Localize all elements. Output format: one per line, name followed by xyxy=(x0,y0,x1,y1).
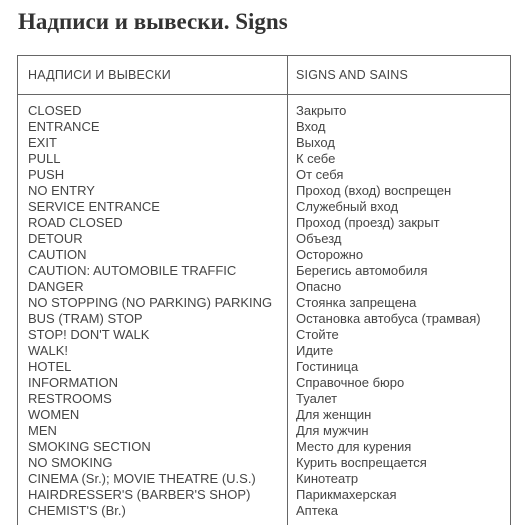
sign-english: HAIRDRESSER'S (BARBER'S SHOP) xyxy=(28,487,251,502)
sign-russian: От себя xyxy=(296,167,344,182)
sign-russian: Для мужчин xyxy=(296,423,369,438)
sign-english: CINEMA (Sr.); MOVIE THEATRE (U.S.) xyxy=(28,471,256,486)
sign-russian: Для женщин xyxy=(296,407,372,422)
sign-english: CAUTION xyxy=(28,247,87,262)
sign-english: DANGER xyxy=(28,279,84,294)
sign-english: DETOUR xyxy=(28,231,83,246)
sign-english: PUSH xyxy=(28,167,65,182)
table-row xyxy=(18,183,510,199)
sign-english: PULL xyxy=(28,151,61,166)
table-row xyxy=(18,199,510,215)
sign-russian: Опасно xyxy=(296,279,342,294)
table-row xyxy=(18,263,510,279)
table-row xyxy=(18,359,510,375)
page-title: Надписи и вывески. Signs xyxy=(18,9,288,34)
sign-english: NO ENTRY xyxy=(28,183,95,198)
sign-english: SMOKING SECTION xyxy=(28,439,151,454)
sign-russian: Место для курения xyxy=(296,439,412,454)
sign-russian: Стойте xyxy=(296,327,339,342)
table-row xyxy=(18,103,510,119)
sign-english: INFORMATION xyxy=(28,375,119,390)
table-row xyxy=(18,503,510,519)
sign-english: CLOSED xyxy=(28,103,82,118)
table-row xyxy=(18,215,510,231)
table-row xyxy=(18,471,510,487)
table-row xyxy=(18,135,510,151)
table-row xyxy=(18,487,510,503)
sign-english: MEN xyxy=(28,423,57,438)
header-divider xyxy=(18,94,510,95)
sign-russian: Идите xyxy=(296,343,334,358)
sign-russian: Берегись автомобиля xyxy=(296,263,428,278)
sign-russian: Туалет xyxy=(296,391,338,406)
sign-english: CHEMIST'S (Br.) xyxy=(28,503,126,518)
sign-english: SERVICE ENTRANCE xyxy=(28,199,160,214)
sign-english: STOP! DON'T WALK xyxy=(28,327,150,342)
sign-russian: Остановка автобуса (трамвая) xyxy=(296,311,481,326)
sign-english: NO SMOKING xyxy=(28,455,113,470)
sign-english: EXIT xyxy=(28,135,57,150)
sign-russian: Парикмахерская xyxy=(296,487,397,502)
sign-russian: Выход xyxy=(296,135,335,150)
column-header-left: НАДПИСИ И ВЫВЕСКИ xyxy=(28,68,171,82)
sign-english: WOMEN xyxy=(28,407,80,422)
sign-russian: Стоянка запрещена xyxy=(296,295,417,310)
table-row xyxy=(18,327,510,343)
table-row xyxy=(18,375,510,391)
table-row xyxy=(18,439,510,455)
sign-russian: Осторожно xyxy=(296,247,364,262)
sign-english: HOTEL xyxy=(28,359,72,374)
sign-russian: К себе xyxy=(296,151,336,166)
sign-russian: Справочное бюро xyxy=(296,375,405,390)
sign-english: RESTROOMS xyxy=(28,391,112,406)
table-row xyxy=(18,247,510,263)
table-row xyxy=(18,311,510,327)
table-row xyxy=(18,407,510,423)
sign-russian: Курить воспрещается xyxy=(296,455,427,470)
sign-english: WALK! xyxy=(28,343,68,358)
sign-russian: Гостиница xyxy=(296,359,359,374)
sign-english: ROAD CLOSED xyxy=(28,215,123,230)
sign-russian: Аптека xyxy=(296,503,338,518)
table-row xyxy=(18,279,510,295)
signs-table xyxy=(17,55,511,525)
sign-russian: Проход (вход) воспрещен xyxy=(296,183,452,198)
sign-russian: Объезд xyxy=(296,231,342,246)
sign-english: ENTRANCE xyxy=(28,119,100,134)
table-row xyxy=(18,151,510,167)
sign-russian: Кинотеатр xyxy=(296,471,359,486)
sign-russian: Служебный вход xyxy=(296,199,399,214)
table-row xyxy=(18,231,510,247)
table-row xyxy=(18,295,510,311)
sign-english: BUS (TRAM) STOP xyxy=(28,311,143,326)
table-row xyxy=(18,167,510,183)
sign-russian: Закрыто xyxy=(296,103,347,118)
column-header-right: SIGNS AND SAINS xyxy=(296,68,409,82)
sign-english: CAUTION: AUTOMOBILE TRAFFIC xyxy=(28,263,237,278)
table-row xyxy=(18,391,510,407)
table-row xyxy=(18,119,510,135)
table-row xyxy=(18,343,510,359)
table-row xyxy=(18,423,510,439)
sign-russian: Вход xyxy=(296,119,326,134)
sign-russian: Проход (проезд) закрыт xyxy=(296,215,440,230)
table-row xyxy=(18,455,510,471)
sign-english: NO STOPPING (NO PARKING) PARKING xyxy=(28,295,273,310)
table-body xyxy=(18,103,510,519)
